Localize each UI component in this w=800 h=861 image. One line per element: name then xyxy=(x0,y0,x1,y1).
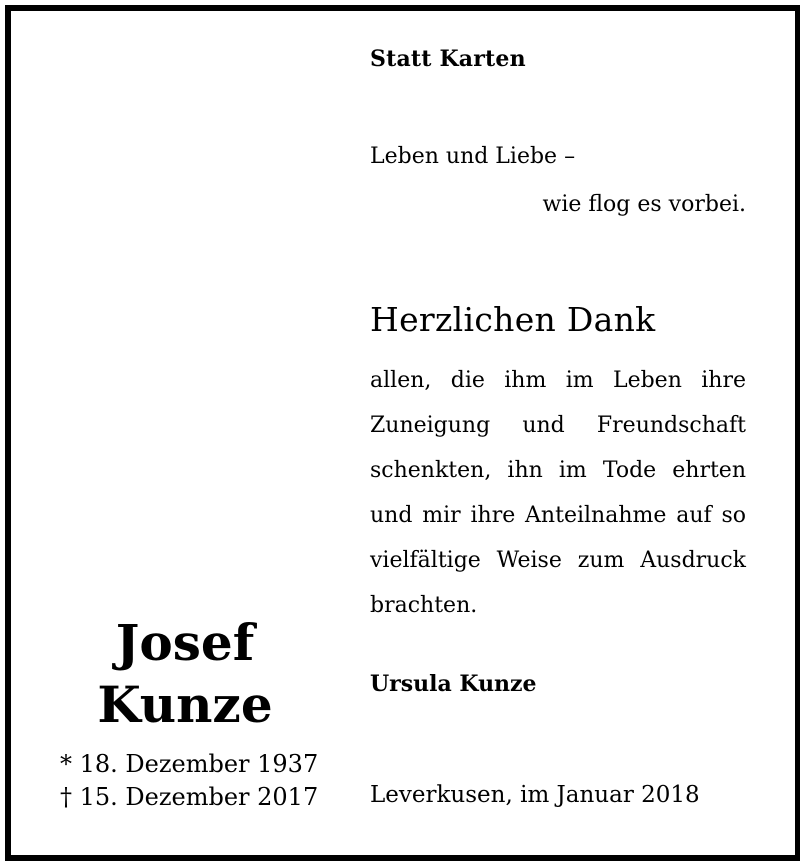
thanks-line: schenkten, ihn im Tode ehrten xyxy=(370,458,746,483)
deceased-name xyxy=(40,612,330,736)
life-dates xyxy=(60,748,318,814)
thanks-line: brachten. xyxy=(370,593,478,618)
signature-name: Ursula Kunze xyxy=(370,671,537,697)
thanks-line: Zuneigung und Freundschaft xyxy=(370,413,746,438)
thanks-line: und mir ihre Anteilnahme auf so xyxy=(370,503,746,528)
death-date: † 15. Dezember 2017 xyxy=(60,783,319,811)
thanks-body xyxy=(370,358,746,628)
verse-line-2: wie flog es vorbei. xyxy=(542,192,746,217)
notice-header: Statt Karten xyxy=(370,46,526,72)
thanks-title: Herzlichen Dank xyxy=(370,300,656,339)
deceased-first-name: Josef xyxy=(115,613,255,672)
birth-date: * 18. Dezember 1937 xyxy=(60,750,319,778)
deceased-last-name: Kunze xyxy=(97,675,273,734)
verse-line-1: Leben und Liebe – xyxy=(370,144,576,169)
thanks-line: allen, die ihm im Leben ihre xyxy=(370,368,746,393)
thanks-line: vielfältige Weise zum Ausdruck xyxy=(370,548,746,573)
place-date: Leverkusen, im Januar 2018 xyxy=(370,782,700,808)
